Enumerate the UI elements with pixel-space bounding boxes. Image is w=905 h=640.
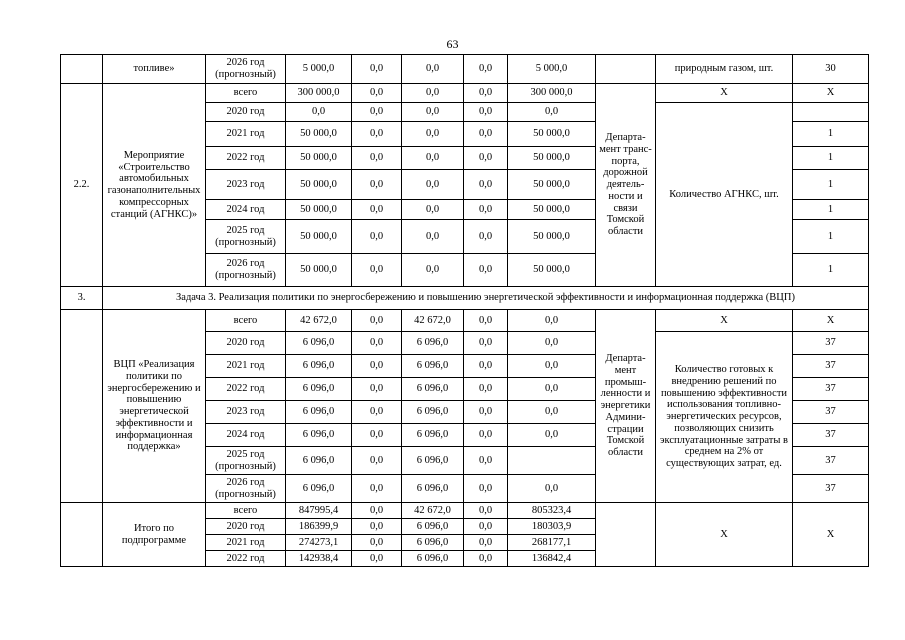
federal-budget-cell: 0,0 [352,220,402,254]
local-budget-cell: 0,0 [464,475,508,503]
year-cell: 2026 год (прогнозный) [206,475,286,503]
year-cell: всего [206,310,286,332]
year-cell: 2020 год [206,103,286,122]
local-budget-cell: 0,0 [464,355,508,378]
federal-budget-cell: 0,0 [352,170,402,200]
federal-budget-cell: 0,0 [352,147,402,170]
local-budget-cell: 0,0 [464,424,508,447]
total-name: Итого по подпрограмме [103,503,206,567]
year-cell: 2023 год [206,170,286,200]
total-amount-cell: 142938,4 [286,551,352,567]
local-budget-cell: 0,0 [464,401,508,424]
executor-name: Департамент промышленности и энергетики Администрации Томской области [596,310,656,503]
regional-budget-cell: 0,0 [402,170,464,200]
regional-budget-cell: 6 096,0 [402,355,464,378]
indicator-value-cell: 37 [793,332,869,355]
year-cell: всего [206,84,286,103]
executor-cell [596,503,656,567]
extrabudgetary-cell: 180303,9 [508,519,596,535]
regional-budget-cell: 6 096,0 [402,447,464,475]
indicator-value-x: Х [793,310,869,332]
regional-budget-cell: 6 096,0 [402,535,464,551]
total-amount-cell: 42 672,0 [286,310,352,332]
activity-name: Мероприятие «Строительство автомобильных газонаполнительных компрессорных станций (АГНКС)» [103,84,206,287]
regional-budget-cell: 0,0 [402,84,464,103]
federal-budget-cell: 0,0 [352,84,402,103]
year-cell: 2021 год [206,122,286,147]
year-cell: 2023 год [206,401,286,424]
indicator-value-cell: 30 [793,55,869,84]
indicator-value-cell: 37 [793,401,869,424]
total-amount-cell: 274273,1 [286,535,352,551]
year-cell: 2021 год [206,535,286,551]
federal-budget-cell: 0,0 [352,447,402,475]
table-row [61,55,869,84]
total-amount-cell: 0,0 [286,103,352,122]
regional-budget-cell: 6 096,0 [402,551,464,567]
year-cell: 2022 год [206,378,286,401]
local-budget-cell: 0,0 [464,519,508,535]
total-amount-cell: 50 000,0 [286,122,352,147]
federal-budget-cell: 0,0 [352,424,402,447]
federal-budget-cell: 0,0 [352,378,402,401]
regional-budget-cell: 0,0 [402,147,464,170]
year-cell: 2025 год (прогнозный) [206,220,286,254]
indicator-x: Х [656,84,793,103]
year-cell: 2022 год [206,147,286,170]
year-cell: 2024 год [206,200,286,220]
federal-budget-cell: 0,0 [352,332,402,355]
page-number: 63 [446,37,459,51]
extrabudgetary-cell: 0,0 [508,401,596,424]
regional-budget-cell: 0,0 [402,122,464,147]
total-amount-cell: 50 000,0 [286,220,352,254]
section-number: 3. [61,287,103,310]
federal-budget-cell: 0,0 [352,551,402,567]
indicator-value-cell: 1 [793,170,869,200]
total-amount-cell: 186399,9 [286,519,352,535]
local-budget-cell: 0,0 [464,503,508,519]
extrabudgetary-cell: 50 000,0 [508,220,596,254]
local-budget-cell: 0,0 [464,103,508,122]
indicator-value-cell: 1 [793,122,869,147]
indicator-value-x: Х [793,84,869,103]
extrabudgetary-cell: 50 000,0 [508,122,596,147]
extrabudgetary-cell: 0,0 [508,378,596,401]
federal-budget-cell: 0,0 [352,503,402,519]
year-cell: 2020 год [206,332,286,355]
year-cell: всего [206,503,286,519]
value-cell: 5 000,0 [508,55,596,84]
table-row [61,310,869,332]
indicator-value-cell: 37 [793,447,869,475]
local-budget-cell: 0,0 [464,551,508,567]
extrabudgetary-cell: 50 000,0 [508,147,596,170]
indicator-name: Количество АГНКС, шт. [656,103,793,287]
table-body [61,55,869,567]
year-cell: 2026 год (прогнозный) [206,55,286,84]
executor-name: Департамент транспорта, дорожной деятельности и связи Томской области [596,84,656,287]
year-cell: 2026 год (прогнозный) [206,254,286,287]
extrabudgetary-cell [508,447,596,475]
federal-budget-cell: 0,0 [352,475,402,503]
indicator-value-x: Х [793,503,869,567]
local-budget-cell: 0,0 [464,84,508,103]
regional-budget-cell: 6 096,0 [402,519,464,535]
total-amount-cell: 300 000,0 [286,84,352,103]
local-budget-cell: 0,0 [464,220,508,254]
local-budget-cell: 0,0 [464,535,508,551]
extrabudgetary-cell: 50 000,0 [508,200,596,220]
federal-budget-cell: 0,0 [352,122,402,147]
indicator-x: Х [656,503,793,567]
local-budget-cell: 0,0 [464,122,508,147]
number-cell [61,310,103,503]
regional-budget-cell: 0,0 [402,254,464,287]
regional-budget-cell: 0,0 [402,103,464,122]
extrabudgetary-cell: 0,0 [508,332,596,355]
program-name: ВЦП «Реализация политики по энергосбережению и повышению энергетической эффективности и информационная поддержка» [103,310,206,503]
total-amount-cell: 847995,4 [286,503,352,519]
section-number: 2.2. [61,84,103,287]
indicator-value-cell: 37 [793,424,869,447]
indicator-value-cell: 37 [793,378,869,401]
indicator-name: Количество готовых к внедрению решений по повышению эффективности использования топливно-энергетических ресурсов, позволяющих снизить эксплуатационные затраты в среднем на 2% от существующих затрат, ед. [656,332,793,503]
extrabudgetary-cell: 805323,4 [508,503,596,519]
federal-budget-cell: 0,0 [352,401,402,424]
value-cell: 0,0 [402,55,464,84]
local-budget-cell: 0,0 [464,147,508,170]
federal-budget-cell: 0,0 [352,103,402,122]
regional-budget-cell: 0,0 [402,220,464,254]
local-budget-cell: 0,0 [464,200,508,220]
local-budget-cell: 0,0 [464,254,508,287]
federal-budget-cell: 0,0 [352,310,402,332]
total-amount-cell: 50 000,0 [286,147,352,170]
value-cell: 0,0 [464,55,508,84]
extrabudgetary-cell: 300 000,0 [508,84,596,103]
total-amount-cell: 6 096,0 [286,401,352,424]
local-budget-cell: 0,0 [464,378,508,401]
extrabudgetary-cell: 136842,4 [508,551,596,567]
regional-budget-cell: 42 672,0 [402,503,464,519]
indicator-value-cell: 1 [793,254,869,287]
regional-budget-cell: 0,0 [402,200,464,220]
indicator-value-cell: 1 [793,147,869,170]
year-cell: 2025 год (прогнозный) [206,447,286,475]
number-cell [61,55,103,84]
total-amount-cell: 50 000,0 [286,200,352,220]
extrabudgetary-cell: 268177,1 [508,535,596,551]
total-amount-cell: 6 096,0 [286,355,352,378]
extrabudgetary-cell: 50 000,0 [508,170,596,200]
total-amount-cell: 50 000,0 [286,170,352,200]
regional-budget-cell: 42 672,0 [402,310,464,332]
local-budget-cell: 0,0 [464,447,508,475]
extrabudgetary-cell: 0,0 [508,475,596,503]
indicator-value-cell: 37 [793,475,869,503]
name-cell: топливе» [103,55,206,84]
table-row [61,503,869,519]
year-cell: 2020 год [206,519,286,535]
extrabudgetary-cell: 50 000,0 [508,254,596,287]
total-amount-cell: 6 096,0 [286,475,352,503]
indicator-value-cell: 1 [793,220,869,254]
executor-cell [596,55,656,84]
table-row [61,84,869,103]
year-cell: 2022 год [206,551,286,567]
subprogram-table [60,54,869,567]
indicator-value-cell: 1 [793,200,869,220]
indicator-value-cell: 37 [793,355,869,378]
value-cell: 5 000,0 [286,55,352,84]
local-budget-cell: 0,0 [464,332,508,355]
regional-budget-cell: 6 096,0 [402,401,464,424]
regional-budget-cell: 6 096,0 [402,424,464,447]
year-cell: 2021 год [206,355,286,378]
local-budget-cell: 0,0 [464,170,508,200]
federal-budget-cell: 0,0 [352,200,402,220]
indicator-value-cell [793,103,869,122]
table-row [61,287,869,310]
federal-budget-cell: 0,0 [352,519,402,535]
extrabudgetary-cell: 0,0 [508,310,596,332]
federal-budget-cell: 0,0 [352,254,402,287]
regional-budget-cell: 6 096,0 [402,332,464,355]
extrabudgetary-cell: 0,0 [508,103,596,122]
local-budget-cell: 0,0 [464,310,508,332]
regional-budget-cell: 6 096,0 [402,378,464,401]
value-cell: 0,0 [352,55,402,84]
year-cell: 2024 год [206,424,286,447]
number-cell [61,503,103,567]
extrabudgetary-cell: 0,0 [508,355,596,378]
total-amount-cell: 6 096,0 [286,332,352,355]
federal-budget-cell: 0,0 [352,355,402,378]
federal-budget-cell: 0,0 [352,535,402,551]
indicator-cell: природным газом, шт. [656,55,793,84]
regional-budget-cell: 6 096,0 [402,475,464,503]
total-amount-cell: 50 000,0 [286,254,352,287]
total-amount-cell: 6 096,0 [286,447,352,475]
indicator-x: Х [656,310,793,332]
total-amount-cell: 6 096,0 [286,378,352,401]
task-title: Задача 3. Реализация политики по энергосбережению и повышению энергетической эффективности и информационная поддержка (ВЦП) [103,287,869,310]
total-amount-cell: 6 096,0 [286,424,352,447]
extrabudgetary-cell: 0,0 [508,424,596,447]
